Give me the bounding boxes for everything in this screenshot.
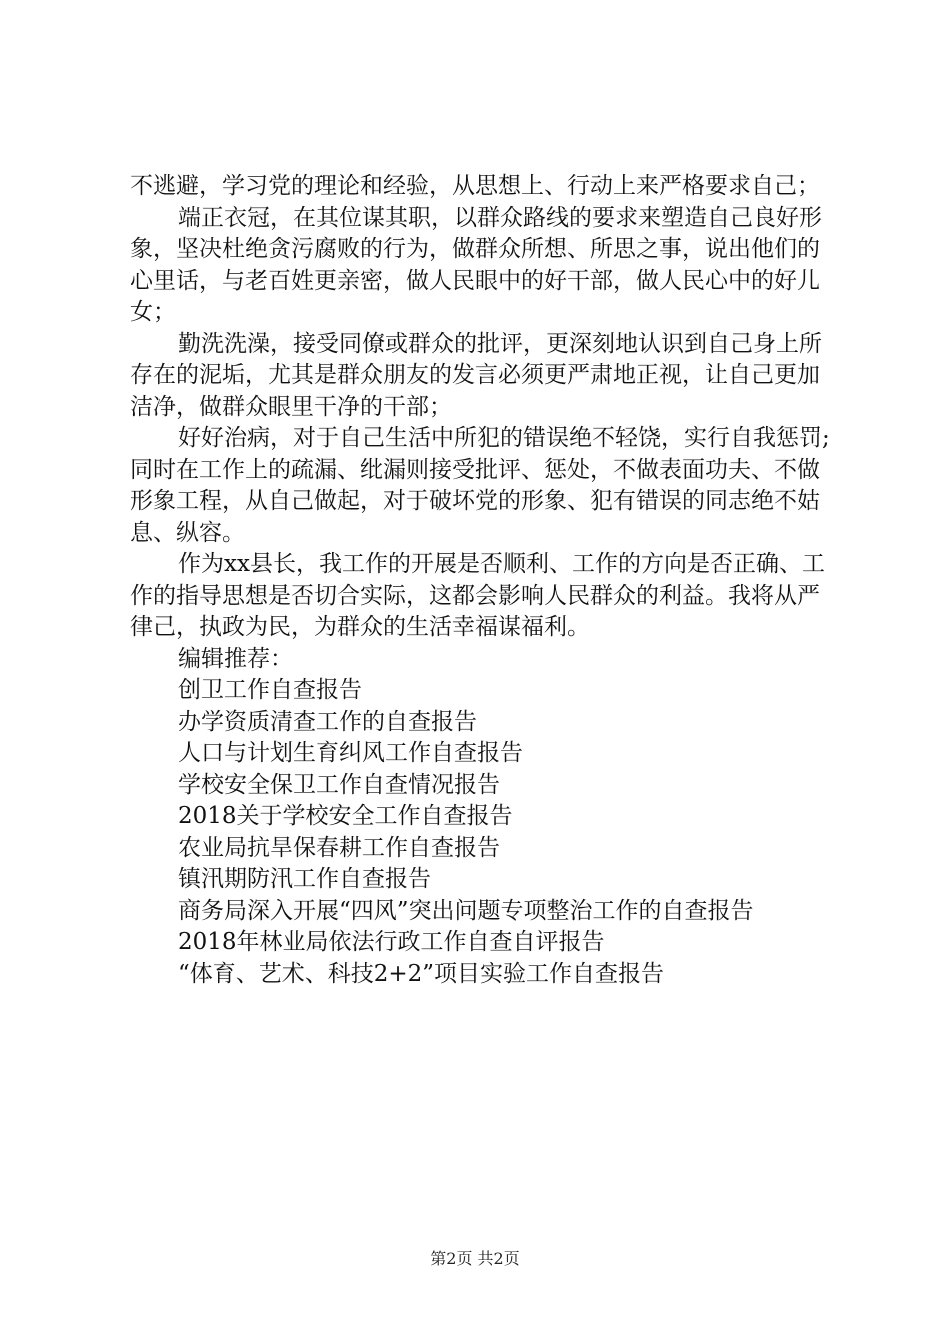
page-footer: 第2页 共2页 bbox=[430, 1249, 520, 1268]
recommend-link[interactable]: 2018年林业局依法行政工作自查自评报告 bbox=[178, 929, 605, 955]
recommend-link[interactable]: 人口与计划生育纠风工作自查报告 bbox=[178, 740, 523, 766]
recommend-heading: 编辑推荐： bbox=[178, 645, 293, 672]
recommend-link[interactable]: 2018关于学校安全工作自查报告 bbox=[178, 803, 513, 829]
recommend-link[interactable]: 办学资质清查工作的自查报告 bbox=[178, 708, 477, 735]
paragraph: 好好治病，对于自己生活中所犯的错误绝不轻饶，实行自我惩罚;同时在工作上的疏漏、纰漏则接受批评、惩处，不做表面功夫、不做形象工程，从自己做起，对于破坏党的形象、犯有错误的同志绝不姑息、纵容。 bbox=[130, 425, 830, 546]
paragraph: 作为xx县长，我工作的开展是否顺利、工作的方向是否正确、工作的指导思想是否切合实际，这都会影响人民群众的利益。我将从严律己，执政为民，为群众的生活幸福谋福利。 bbox=[130, 551, 825, 640]
paragraph: 不逃避，学习党的理论和经验，从思想上、行动上来严格要求自己； bbox=[130, 173, 820, 199]
recommend-link[interactable]: “体育、艺术、科技2+2”项目实验工作自查报告 bbox=[178, 960, 665, 987]
recommend-list bbox=[130, 675, 840, 990]
paragraph: 端正衣冠，在其位谋其职，以群众路线的要求来塑造自己良好形象，坚决杜绝贪污腐败的行为，做群众所想、所思之事，说出他们的心里话，与老百姓更亲密，做人民眼中的好干部，做人民心中的好儿女； bbox=[130, 204, 822, 325]
recommend-link[interactable]: 商务局深入开展“四风”突出问题专项整治工作的自查报告 bbox=[178, 897, 754, 924]
recommend-link[interactable]: 学校安全保卫工作自查情况报告 bbox=[178, 771, 500, 798]
recommend-link[interactable]: 农业局抗旱保春耕工作自查报告 bbox=[178, 834, 500, 861]
document-body bbox=[130, 171, 840, 990]
recommend-link[interactable]: 创卫工作自查报告 bbox=[178, 677, 362, 703]
recommend-link[interactable]: 镇汛期防汛工作自查报告 bbox=[178, 866, 431, 892]
paragraph: 勤洗洗澡，接受同僚或群众的批评，更深刻地认识到自己身上所存在的泥垢，尤其是群众朋友的发言必须更严肃地正视，让自己更加洁净，做群众眼里干净的干部； bbox=[130, 330, 822, 420]
